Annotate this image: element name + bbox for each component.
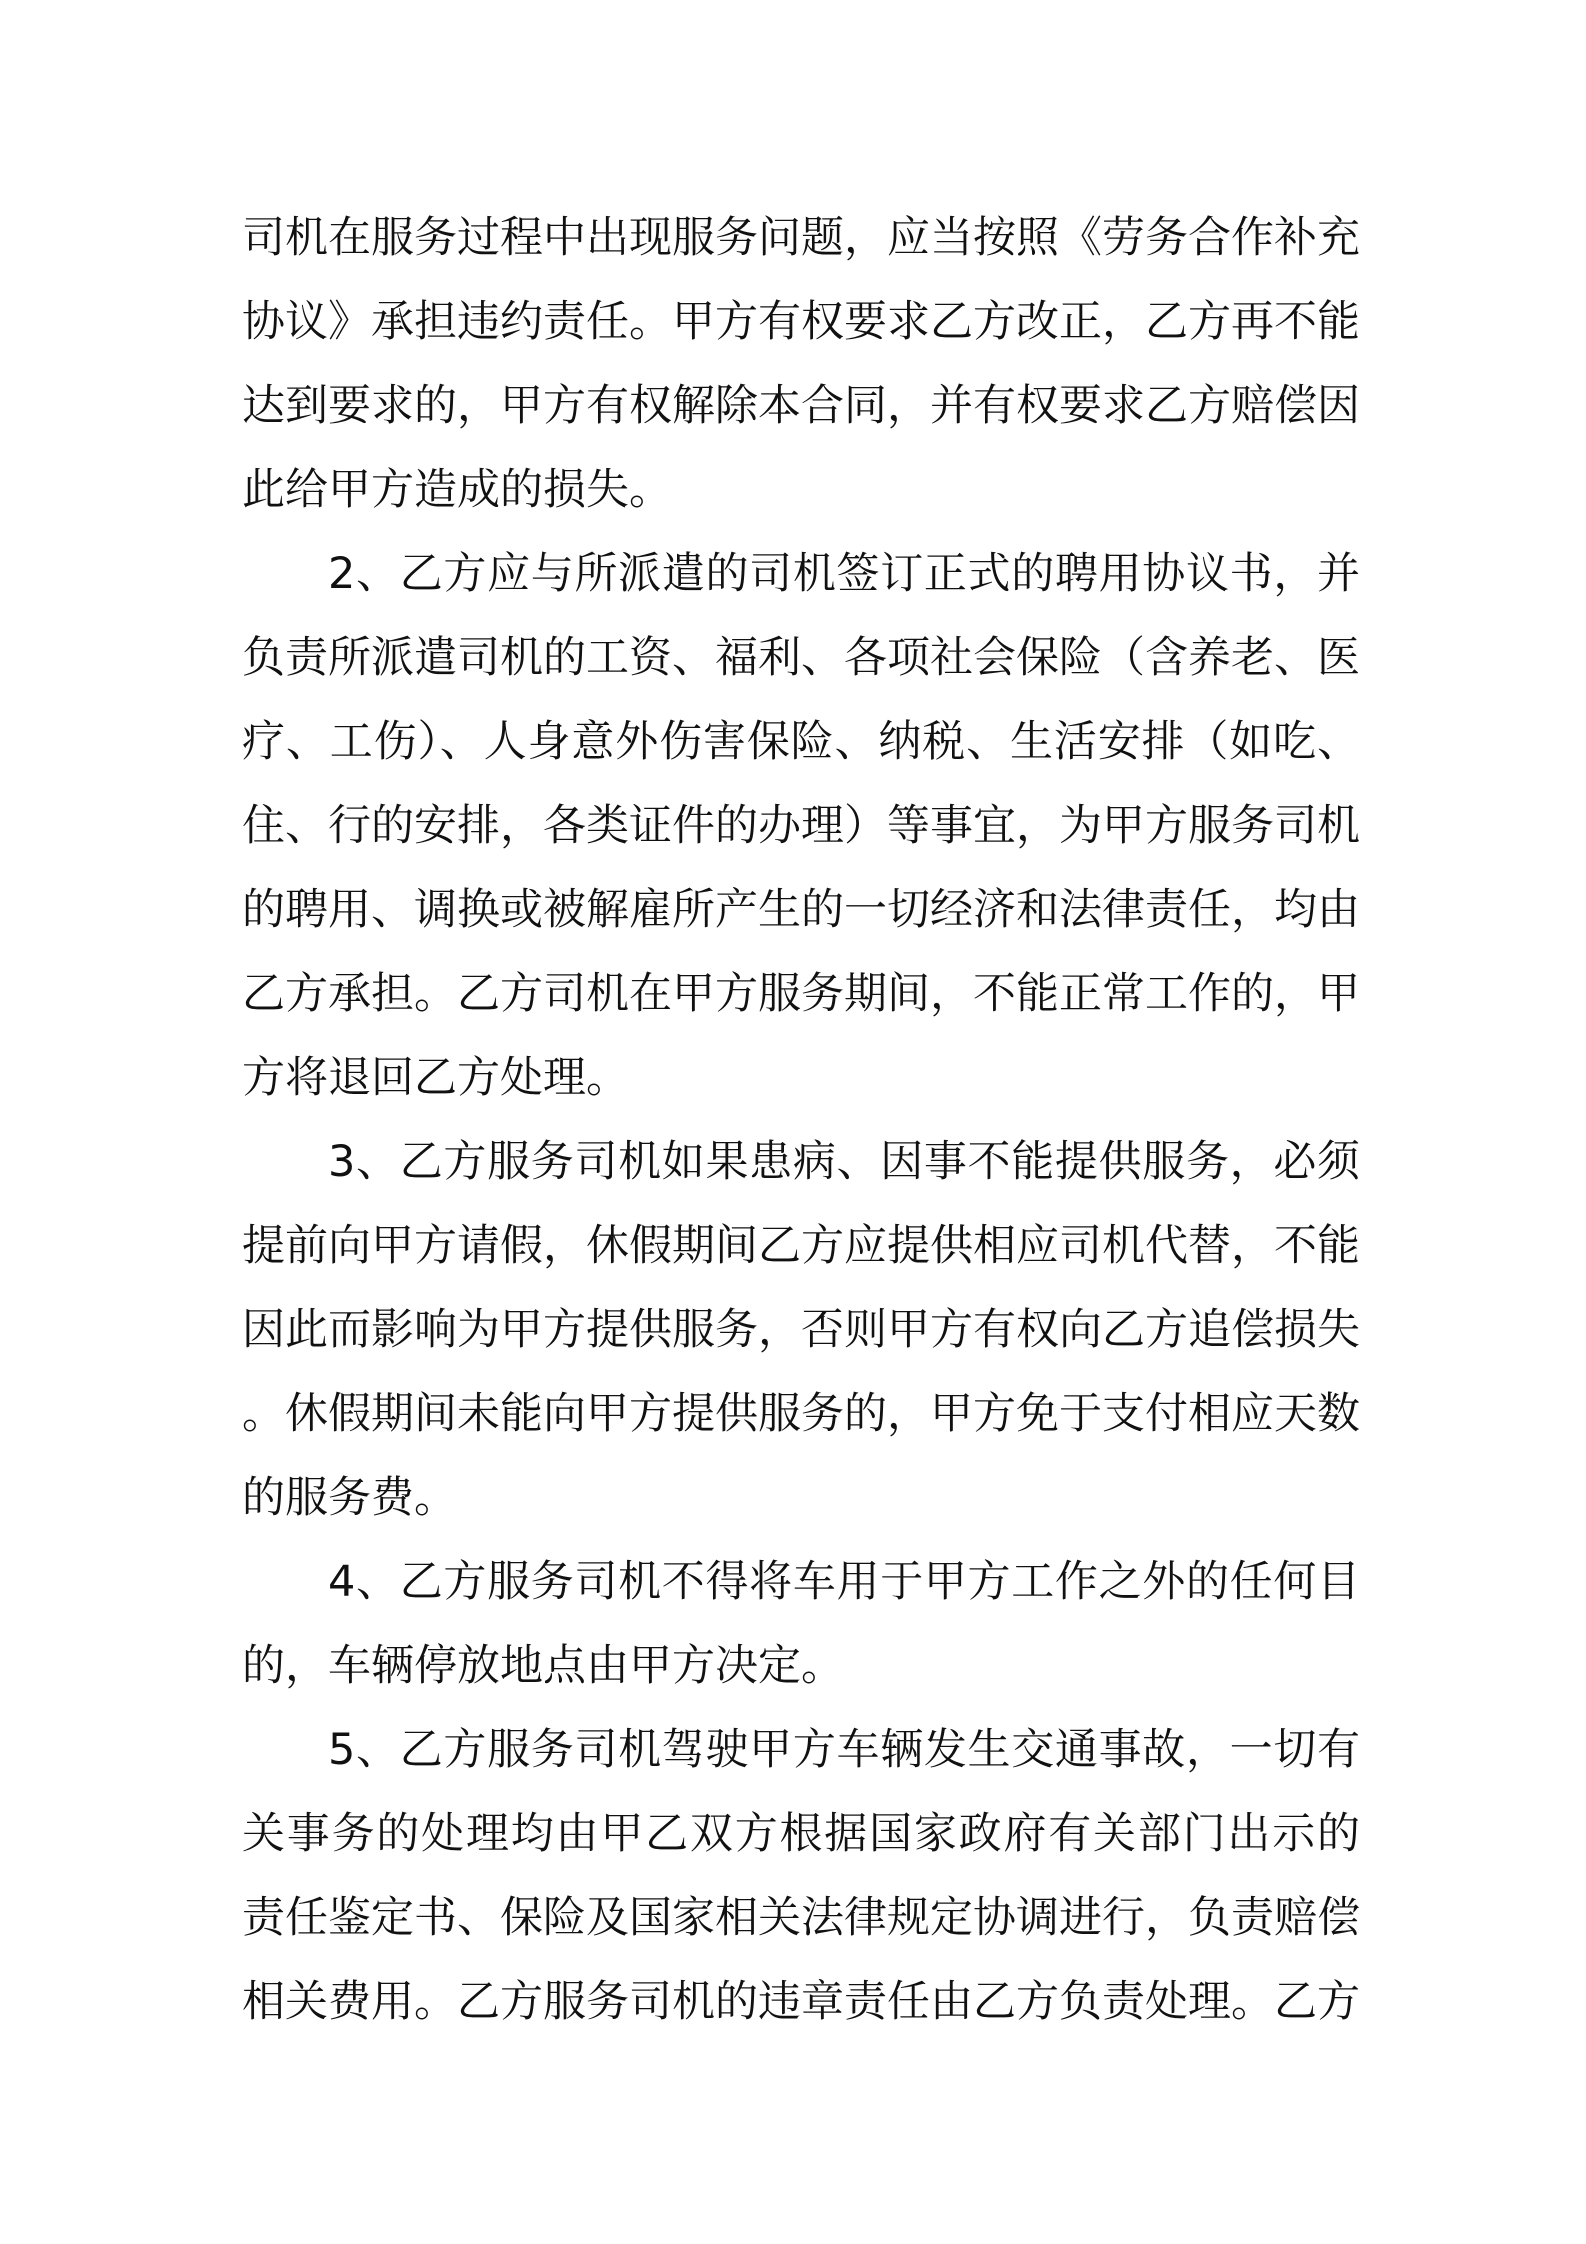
text-line: 5、乙方服务司机驾驶甲方车辆发生交通事故，一切有 xyxy=(328,1725,1360,1775)
text-line: 。休假期间未能向甲方提供服务的，甲方免于支付相应天数 xyxy=(242,1389,1360,1439)
text-line: 的服务费。 xyxy=(242,1473,457,1523)
text-line: 住、行的安排，各类证件的办理）等事宜，为甲方服务司机 xyxy=(242,801,1360,851)
paragraph-4 xyxy=(242,1540,1360,1708)
text-line: 的，车辆停放地点由甲方决定。 xyxy=(242,1641,844,1691)
text-line: 责任鉴定书、保险及国家相关法律规定协调进行，负责赔偿 xyxy=(242,1893,1360,1943)
text-line: 相关费用。乙方服务司机的违章责任由乙方负责处理。乙方 xyxy=(242,1977,1360,2027)
text-line: 此给甲方造成的损失。 xyxy=(242,465,672,515)
paragraph-3 xyxy=(242,1120,1360,1540)
paragraph-2 xyxy=(242,532,1360,1120)
document-body xyxy=(242,196,1360,2044)
paragraph-5 xyxy=(242,1708,1360,2044)
text-line: 疗、工伤）、人身意外伤害保险、纳税、生活安排（如吃、 xyxy=(242,717,1360,767)
text-line: 提前向甲方请假，休假期间乙方应提供相应司机代替，不能 xyxy=(242,1221,1360,1271)
text-line: 4、乙方服务司机不得将车用于甲方工作之外的任何目 xyxy=(328,1557,1360,1607)
text-line: 达到要求的，甲方有权解除本合同，并有权要求乙方赔偿因 xyxy=(242,381,1360,431)
text-line: 方将退回乙方处理。 xyxy=(242,1053,629,1103)
text-line: 负责所派遣司机的工资、福利、各项社会保险（含养老、医 xyxy=(242,633,1360,683)
text-line: 关事务的处理均由甲乙双方根据国家政府有关部门出示的 xyxy=(242,1809,1360,1859)
text-line: 3、乙方服务司机如果患病、因事不能提供服务，必须 xyxy=(328,1137,1360,1187)
text-line: 乙方承担。乙方司机在甲方服务期间，不能正常工作的，甲 xyxy=(242,969,1360,1019)
text-line: 司机在服务过程中出现服务问题，应当按照《劳务合作补充 xyxy=(242,213,1360,263)
text-line: 因此而影响为甲方提供服务，否则甲方有权向乙方追偿损失 xyxy=(242,1305,1360,1355)
text-line: 的聘用、调换或被解雇所产生的一切经济和法律责任，均由 xyxy=(242,885,1360,935)
text-line: 2、乙方应与所派遣的司机签订正式的聘用协议书，并 xyxy=(328,549,1360,599)
text-line: 协议》承担违约责任。甲方有权要求乙方改正，乙方再不能 xyxy=(242,297,1360,347)
paragraph-1 xyxy=(242,196,1360,532)
